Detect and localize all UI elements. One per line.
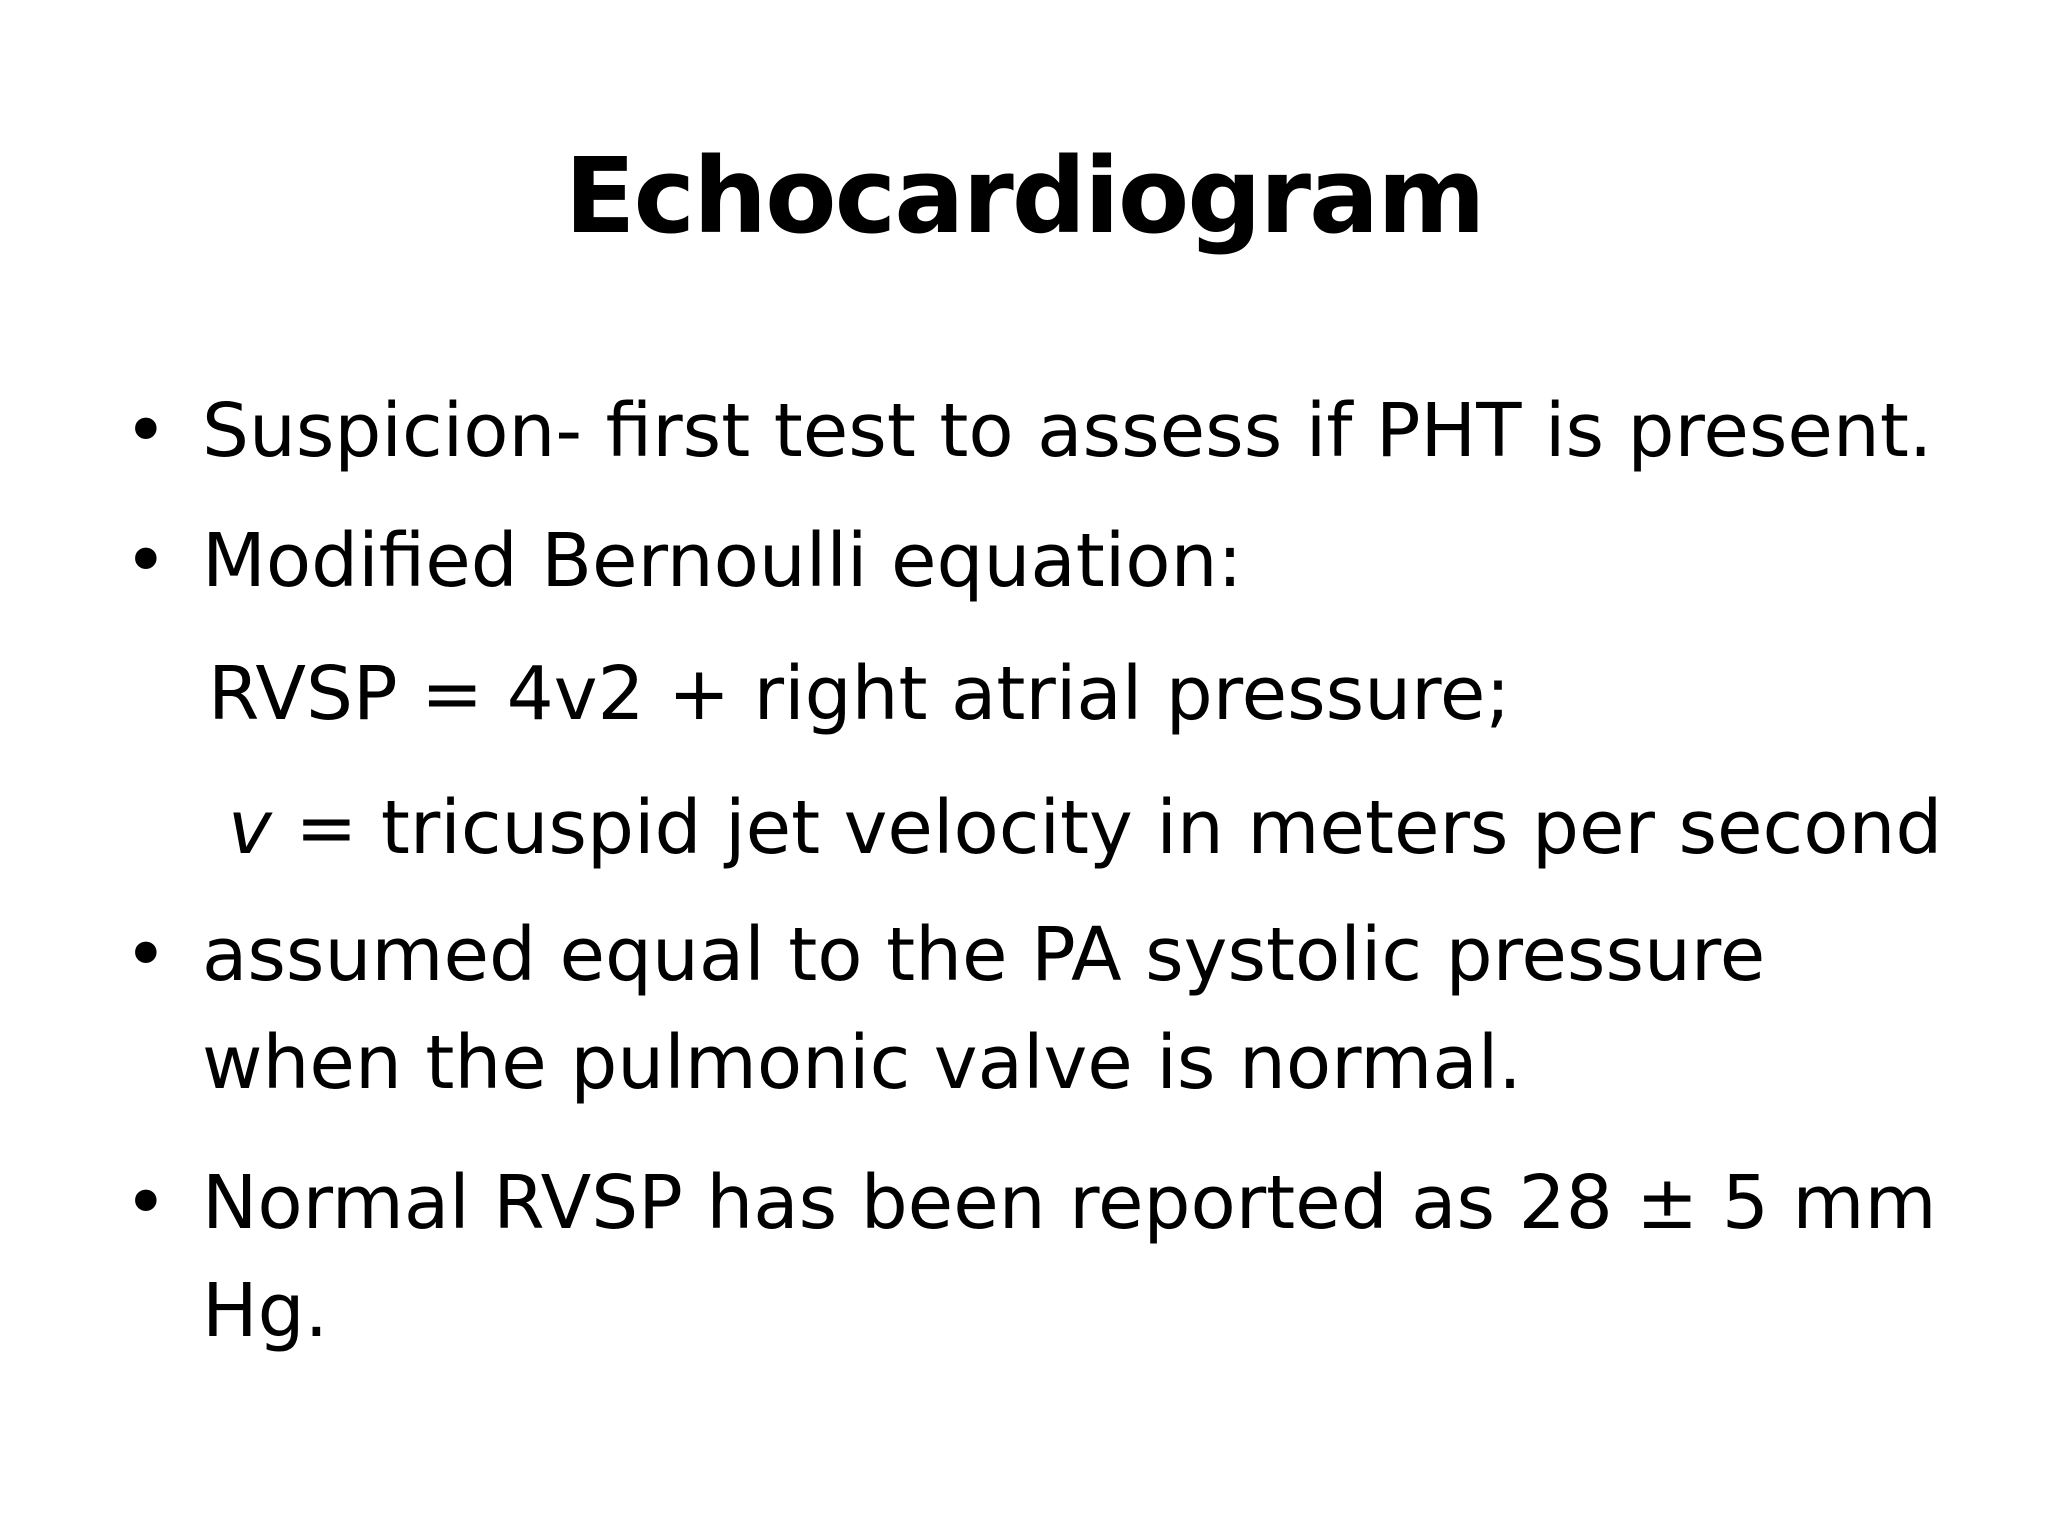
bullet-dot-icon: • [124, 518, 168, 604]
bullet-text: Suspicion- first test to assess if PHT is present. [202, 388, 1933, 474]
slide-title: Echocardiogram [564, 135, 1484, 257]
bullet-text: Normal RVSP has been reported as 28 ± 5 mm [202, 1160, 1937, 1246]
bullet-text: Hg. [202, 1268, 329, 1354]
bullet-dot-icon: • [124, 388, 168, 474]
bullet-text: Modified Bernoulli equation: [202, 518, 1243, 604]
bullet-text: when the pulmonic valve is normal. [202, 1020, 1522, 1106]
bullet-dot-icon: • [124, 912, 168, 998]
bullet-text: assumed equal to the PA systolic pressure [202, 912, 1766, 998]
equation-variable: v [228, 785, 272, 871]
equation-definition-line [228, 775, 1942, 881]
equation-definition-text: = tricuspid jet velocity in meters per second [271, 785, 1943, 871]
equation-line: RVSP = 4v2 + right atrial pressure; [208, 651, 1511, 737]
bullet-dot-icon: • [124, 1160, 168, 1246]
